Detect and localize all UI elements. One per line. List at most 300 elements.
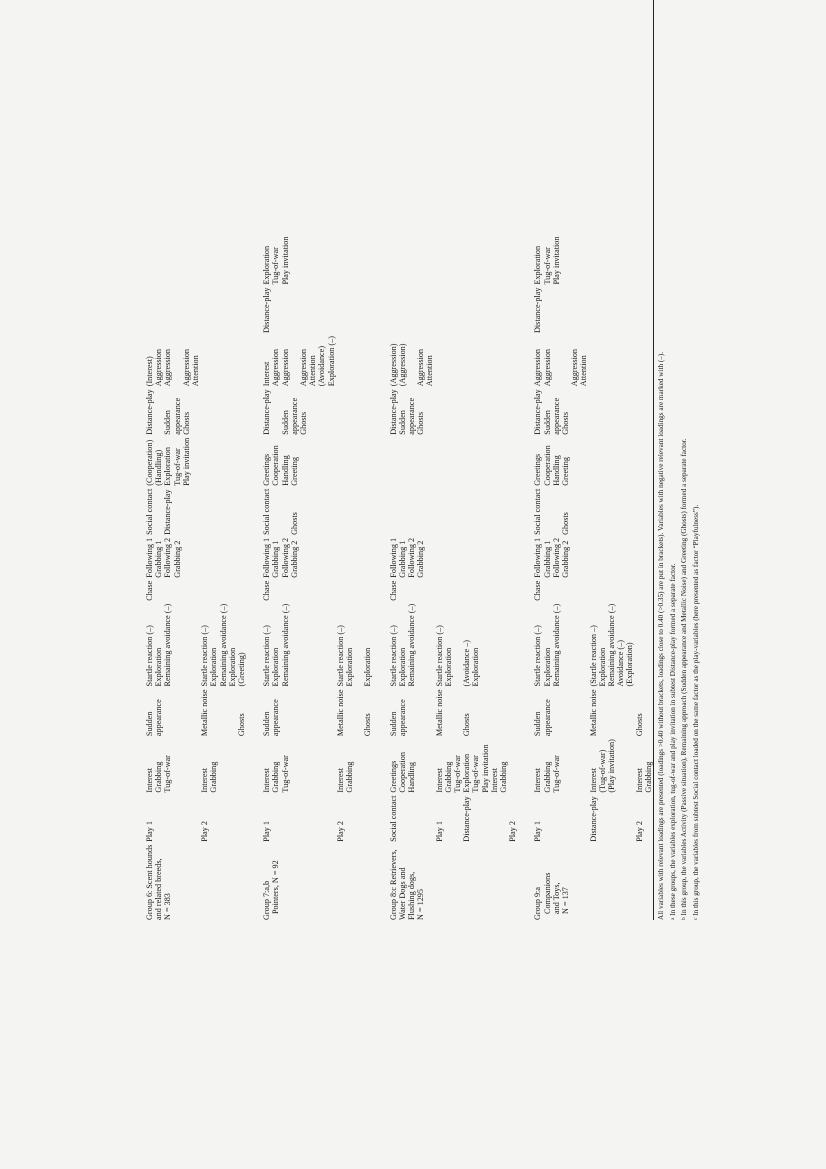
loading-item: (Play invitation) bbox=[607, 739, 617, 793]
loading-item: Distance-play bbox=[262, 287, 272, 334]
loading-item: Distance-play bbox=[533, 287, 543, 334]
loading-item: Distance-play bbox=[145, 389, 154, 435]
loading-cell bbox=[336, 578, 373, 601]
group-label-empty bbox=[635, 842, 653, 920]
group-label-empty bbox=[462, 842, 508, 920]
loading-item: Exploration bbox=[163, 447, 173, 486]
group-label-empty bbox=[589, 842, 635, 920]
loading-cell bbox=[508, 736, 517, 792]
loading-cell bbox=[462, 234, 508, 285]
loading-item: Exploration bbox=[397, 647, 407, 687]
loading-item: Grabbing bbox=[443, 761, 453, 793]
loading-item: Interest bbox=[489, 768, 499, 793]
loading-cell bbox=[529, 535, 588, 578]
loading-item: Attention bbox=[579, 355, 589, 387]
loading-item: Remaining avoidance (–) bbox=[607, 603, 617, 687]
loading-item: Chase bbox=[388, 580, 398, 601]
loading-item: Tug-of-war bbox=[551, 755, 561, 793]
loading-cell bbox=[508, 686, 517, 736]
group-spacer bbox=[246, 234, 258, 920]
loading-cell bbox=[141, 535, 200, 578]
rotated-table-page bbox=[141, 0, 781, 920]
loading-cell bbox=[258, 386, 336, 434]
loading-cell bbox=[635, 234, 653, 285]
loading-cell bbox=[385, 535, 435, 578]
loading-cell bbox=[508, 535, 517, 578]
loading-item: Social contact bbox=[145, 488, 154, 535]
loading-item: Exploration bbox=[363, 647, 373, 687]
loading-cell bbox=[435, 486, 463, 535]
table-bottom-rule bbox=[653, 0, 654, 920]
loading-cell bbox=[385, 578, 435, 601]
loading-cell bbox=[435, 333, 463, 386]
loading-cell bbox=[529, 386, 588, 434]
loading-cell bbox=[336, 486, 373, 535]
loading-cell bbox=[385, 486, 435, 535]
loading-cell bbox=[589, 435, 635, 486]
loading-item: Avoidance (–) bbox=[616, 640, 626, 687]
loading-item: (Tug-of-war) bbox=[597, 749, 607, 793]
loading-item: Remaining avoidance (–) bbox=[407, 603, 417, 687]
loading-item: Following 1 bbox=[533, 537, 543, 578]
loading-item bbox=[271, 489, 280, 535]
table-row bbox=[141, 234, 200, 920]
loading-item: Greetings bbox=[533, 453, 543, 486]
loading-item bbox=[281, 489, 290, 535]
loading-cell bbox=[635, 285, 653, 333]
table-row bbox=[529, 234, 588, 920]
loading-item: Greetings bbox=[262, 453, 272, 486]
loading-cell bbox=[589, 535, 635, 578]
loading-cell bbox=[141, 686, 200, 736]
loading-cell bbox=[462, 486, 508, 535]
loading-item: Following 1 bbox=[262, 537, 272, 578]
loading-item: Aggression bbox=[271, 348, 281, 387]
subtest-key: Play 1 bbox=[434, 821, 444, 842]
loading-cell bbox=[529, 234, 588, 285]
loading-item: Grabbing 2 bbox=[289, 540, 299, 578]
loading-item: Exploration bbox=[209, 647, 219, 687]
loading-item: Metallic noise bbox=[200, 689, 210, 737]
loading-cell bbox=[141, 435, 200, 486]
subtest-key: Play 2 bbox=[335, 821, 345, 842]
loading-item: Ghosts bbox=[634, 713, 644, 737]
loading-cell bbox=[336, 435, 373, 486]
loading-cell bbox=[589, 486, 635, 535]
loading-item bbox=[345, 689, 354, 736]
loading-item: appearance bbox=[397, 699, 407, 737]
group-label bbox=[258, 842, 336, 920]
loading-item: Aggression bbox=[163, 348, 173, 387]
loading-item: Sudden bbox=[397, 410, 407, 435]
loading-cell bbox=[200, 535, 246, 578]
loading-item: Exploration bbox=[262, 245, 272, 285]
group-label-line: Group 9:a bbox=[533, 887, 543, 920]
loading-item: Following 1 bbox=[388, 537, 398, 578]
loading-cell bbox=[435, 686, 463, 736]
loading-cell bbox=[529, 486, 588, 535]
loading-item: Startle reaction (–) bbox=[262, 625, 272, 687]
loading-cell bbox=[508, 601, 517, 687]
loading-cell bbox=[589, 285, 635, 333]
loading-item: Social contact bbox=[262, 488, 272, 535]
loading-item: Tug-of-war bbox=[163, 755, 173, 793]
loading-cell bbox=[336, 285, 373, 333]
loading-item: Tug-of-war bbox=[542, 247, 552, 285]
loading-item: Handling bbox=[551, 455, 561, 486]
loading-cell bbox=[336, 333, 373, 386]
group-label-line: Pointers, N = 92 bbox=[271, 860, 281, 914]
loading-cell bbox=[336, 601, 373, 687]
subtest-key: Distance-play bbox=[462, 796, 472, 842]
loading-cell bbox=[385, 333, 435, 386]
loading-item: Ghosts bbox=[299, 411, 309, 435]
loading-cell bbox=[141, 486, 200, 535]
loading-cell bbox=[508, 435, 517, 486]
loading-cell bbox=[141, 333, 200, 386]
loading-cell bbox=[258, 686, 336, 736]
loading-cell bbox=[635, 535, 653, 578]
loading-cell bbox=[462, 333, 508, 386]
table-row bbox=[435, 234, 463, 920]
loading-item: Exploration bbox=[471, 647, 481, 687]
table-row bbox=[258, 234, 336, 920]
loading-item: Metallic noise bbox=[588, 689, 598, 737]
loading-item: Grabbing bbox=[345, 761, 355, 793]
loading-cell bbox=[589, 686, 635, 736]
loading-item: Sudden bbox=[145, 711, 154, 737]
loading-cell bbox=[435, 535, 463, 578]
loading-item: Interest bbox=[200, 768, 210, 793]
loading-cell bbox=[462, 601, 508, 687]
loading-item: Tug-of-war bbox=[271, 247, 281, 285]
loading-item: (Startle reaction –) bbox=[588, 625, 598, 687]
loading-item: Distance-play bbox=[163, 489, 173, 535]
loading-cell bbox=[635, 486, 653, 535]
loading-item: appearance bbox=[551, 397, 561, 435]
loading-cell bbox=[200, 435, 246, 486]
subtest-key: Distance-play bbox=[588, 796, 598, 842]
loading-item: Sudden bbox=[542, 410, 552, 435]
loading-item: Following 1 bbox=[145, 537, 154, 578]
loading-item: Metallic noise bbox=[434, 689, 444, 737]
loading-cell bbox=[462, 386, 508, 434]
loading-item bbox=[354, 604, 363, 687]
loading-cell bbox=[141, 285, 200, 333]
footnote-a: $^a$ In these groups, the variables exploration, tug-of-war and play invitation in subtest Distance-play formed a separate factor. bbox=[668, 563, 677, 920]
group-label-line: Group 8:c Retrievers, bbox=[388, 849, 398, 920]
loading-item: Chase bbox=[533, 580, 543, 601]
loading-cell bbox=[635, 601, 653, 687]
footnote-c: $^c$ In this group, the variables from subtest Social contact loaded on the same factor as the play-variables (here presented as factor “Playfulness”). bbox=[691, 504, 700, 920]
table-row bbox=[462, 234, 508, 920]
subtest-key: Play 1 bbox=[262, 821, 272, 842]
loading-item: Exploration bbox=[597, 647, 607, 687]
loading-item: Social contact bbox=[533, 488, 543, 535]
loading-cell bbox=[336, 234, 373, 285]
loading-cell bbox=[435, 601, 463, 687]
loading-item: Grabbing 1 bbox=[397, 540, 407, 578]
loading-item bbox=[354, 689, 363, 736]
loading-item: appearance bbox=[172, 397, 182, 435]
loading-cell bbox=[336, 535, 373, 578]
loading-cell bbox=[589, 578, 635, 601]
loading-item: Cooperation bbox=[271, 445, 281, 486]
group-label-line: N = 383 bbox=[163, 893, 173, 920]
loading-item: Startle reaction (–) bbox=[533, 625, 543, 687]
loading-cell bbox=[258, 535, 336, 578]
group-label-line: Group 6: Scent hounds bbox=[145, 844, 154, 920]
loading-item: Aggression bbox=[542, 348, 552, 387]
group-spacer bbox=[373, 234, 385, 920]
loading-item: Aggression bbox=[154, 348, 164, 387]
loading-cell bbox=[435, 234, 463, 285]
loading-item: Following 2 bbox=[280, 537, 290, 578]
loading-item: Tug-of-war bbox=[471, 755, 481, 793]
loading-item: Remaining avoidance (–) bbox=[551, 603, 561, 687]
loading-item: (Greeting) bbox=[237, 652, 247, 687]
loading-cell bbox=[200, 578, 246, 601]
loading-item: Exploration bbox=[271, 647, 281, 687]
loading-item: Aggression bbox=[299, 348, 309, 387]
loading-item: Following 2 bbox=[163, 537, 173, 578]
table-row bbox=[200, 234, 246, 920]
loading-cell bbox=[200, 601, 246, 687]
loading-item: Cooperation bbox=[397, 752, 407, 793]
loading-item: Aggression bbox=[570, 348, 580, 387]
loading-item bbox=[552, 489, 561, 535]
loading-item: Aggression bbox=[181, 348, 191, 387]
loading-item bbox=[154, 389, 163, 434]
loading-cell bbox=[462, 578, 508, 601]
group-spacer bbox=[517, 234, 529, 920]
loading-cell bbox=[141, 578, 200, 601]
loading-cell bbox=[258, 601, 336, 687]
loading-item: Interest bbox=[434, 768, 444, 793]
loading-cell bbox=[258, 486, 336, 535]
loading-cell bbox=[141, 601, 200, 687]
loading-item: Attention bbox=[191, 355, 200, 387]
loading-item: appearance bbox=[271, 699, 281, 737]
loading-cell bbox=[529, 578, 588, 601]
loading-item: Distance-play bbox=[262, 389, 272, 435]
group-label-line: and Toys, bbox=[551, 882, 561, 914]
loading-item: (Avoidance) bbox=[317, 345, 327, 387]
loading-item: Interest bbox=[634, 768, 644, 793]
loading-cell bbox=[141, 736, 200, 792]
loading-item: Grabbing 2 bbox=[172, 540, 182, 578]
loading-item: Ghosts bbox=[462, 713, 472, 737]
loading-cell bbox=[508, 285, 517, 333]
group-label-empty bbox=[508, 842, 517, 920]
loading-cell bbox=[529, 435, 588, 486]
loading-cell bbox=[635, 686, 653, 736]
loading-item: Aggression bbox=[280, 348, 290, 387]
loading-cell bbox=[508, 386, 517, 434]
loading-cell bbox=[462, 686, 508, 736]
subtest-key: Play 2 bbox=[200, 821, 210, 842]
loading-cell bbox=[200, 285, 246, 333]
loading-cell bbox=[508, 578, 517, 601]
loading-item: Greetings bbox=[388, 760, 398, 793]
loading-item: Interest bbox=[533, 768, 543, 793]
loading-item: Sudden bbox=[388, 711, 398, 737]
loading-cell bbox=[529, 601, 588, 687]
loading-item: Sudden bbox=[280, 410, 290, 435]
loading-item: Exploration bbox=[462, 753, 472, 793]
loading-cell bbox=[385, 686, 435, 736]
group-label-line: N = 1295 bbox=[416, 889, 426, 920]
loading-item: Ghosts bbox=[416, 411, 426, 435]
loading-item: Greeting bbox=[289, 457, 299, 486]
loading-item: Sudden bbox=[262, 711, 272, 737]
loading-item bbox=[209, 689, 218, 736]
group-label-empty bbox=[200, 842, 246, 920]
loading-cell bbox=[435, 578, 463, 601]
loading-cell bbox=[635, 333, 653, 386]
loading-item: Ghosts bbox=[236, 713, 246, 737]
loading-cell bbox=[529, 736, 588, 792]
loading-item bbox=[407, 336, 416, 386]
loading-item: Aggression bbox=[416, 348, 426, 387]
loading-item bbox=[552, 336, 561, 386]
group-label-line: Companions bbox=[542, 872, 552, 914]
group-label bbox=[385, 842, 435, 920]
subtest-key: Play 2 bbox=[634, 821, 644, 842]
loading-cell bbox=[141, 386, 200, 434]
loading-item: Ghosts bbox=[561, 411, 571, 435]
loading-item: Distance-play bbox=[388, 389, 398, 435]
table-row bbox=[336, 234, 373, 920]
loading-item: Startle reaction (–) bbox=[145, 625, 154, 687]
loading-item: Ghosts bbox=[289, 512, 299, 535]
loading-item: Grabbing bbox=[154, 761, 164, 793]
footnote-b: $^b$ In this group, the variables Activity (Passive situation), Remaining approach (Sudden appearance and Metallic Noise) and Greeting (Ghosts) formed a separate factor. bbox=[680, 438, 689, 920]
loading-item: Startle reaction (–) bbox=[388, 625, 398, 687]
loading-item: Grabbing 1 bbox=[542, 540, 552, 578]
loading-item: Interest bbox=[145, 768, 154, 793]
loading-item: Grabbing 1 bbox=[154, 540, 164, 578]
loading-cell bbox=[336, 686, 373, 736]
table-row bbox=[508, 234, 517, 920]
loading-cell bbox=[635, 386, 653, 434]
loading-item: Ghosts bbox=[561, 512, 571, 535]
loading-item: Sudden bbox=[533, 711, 543, 737]
group-label-empty bbox=[336, 842, 373, 920]
loading-item: Interest bbox=[588, 768, 598, 793]
loading-item: Grabbing 2 bbox=[561, 540, 571, 578]
loading-cell bbox=[589, 601, 635, 687]
loading-cell bbox=[435, 736, 463, 792]
loading-item: Grabbing bbox=[209, 761, 219, 793]
loading-item bbox=[219, 689, 228, 736]
loading-item: Handling bbox=[407, 762, 417, 793]
loading-item bbox=[271, 389, 280, 434]
group-label bbox=[529, 842, 588, 920]
loading-cell bbox=[258, 736, 336, 792]
loading-item: Attention bbox=[308, 355, 318, 387]
loading-item: Exploration bbox=[345, 647, 355, 687]
loading-cell bbox=[589, 386, 635, 434]
loading-cell bbox=[385, 736, 435, 792]
loading-item: Tug-of-war bbox=[280, 755, 290, 793]
loading-item bbox=[290, 336, 299, 386]
loading-item: Exploration bbox=[443, 647, 453, 687]
loading-cell bbox=[258, 435, 336, 486]
loading-item: Ghosts bbox=[181, 411, 191, 435]
loading-item: Exploration bbox=[227, 647, 237, 687]
loading-item: (Aggression) bbox=[388, 343, 398, 387]
group-label-empty bbox=[435, 842, 463, 920]
loading-item: Play invitation bbox=[480, 744, 490, 793]
loading-cell bbox=[529, 686, 588, 736]
loading-cell bbox=[385, 285, 435, 333]
loading-cell bbox=[635, 435, 653, 486]
loading-item: appearance bbox=[407, 397, 417, 435]
table-row bbox=[385, 234, 435, 920]
loading-item: Distance-play bbox=[533, 389, 543, 435]
loading-item: Sudden bbox=[163, 410, 173, 435]
loading-cell bbox=[385, 601, 435, 687]
loading-cell bbox=[462, 435, 508, 486]
loading-item: Remaining avoidance (–) bbox=[280, 603, 290, 687]
loading-cell bbox=[462, 535, 508, 578]
loading-cell bbox=[385, 435, 435, 486]
loading-cell bbox=[385, 386, 435, 434]
group-label-line: Group 7:a,b bbox=[262, 880, 272, 920]
loading-item bbox=[543, 489, 552, 535]
loading-item: Interest bbox=[335, 768, 345, 793]
loading-item bbox=[561, 336, 570, 386]
loading-cell bbox=[200, 736, 246, 792]
loading-cell bbox=[435, 435, 463, 486]
loading-cell bbox=[200, 386, 246, 434]
loading-item: Interest bbox=[262, 361, 272, 387]
loading-item: Grabbing 2 bbox=[416, 540, 426, 578]
loading-item: Play invitation bbox=[181, 437, 191, 486]
subtest-key: Social contact bbox=[388, 795, 398, 842]
loading-item: Tug-of-war bbox=[172, 448, 182, 486]
loading-item: (Handling) bbox=[154, 449, 164, 486]
loading-item: (Cooperation) bbox=[145, 439, 154, 486]
loading-item: Exploration (–) bbox=[326, 336, 336, 387]
loading-item: Ghosts bbox=[363, 713, 373, 737]
loading-item: Exploration bbox=[533, 245, 543, 285]
loading-cell bbox=[529, 285, 588, 333]
loading-item: Grabbing bbox=[499, 761, 509, 793]
group-label-line: N = 137 bbox=[561, 887, 571, 914]
loading-cell bbox=[258, 285, 336, 333]
loading-cell bbox=[508, 234, 517, 285]
loading-item: Play invitation bbox=[551, 236, 561, 285]
loading-item: Exploration bbox=[542, 647, 552, 687]
loading-item: Remaining avoidance (–) bbox=[218, 603, 228, 687]
factor-loadings-table bbox=[141, 234, 653, 920]
loading-item: appearance bbox=[154, 699, 164, 737]
loading-item: (Avoidance –) bbox=[462, 640, 472, 687]
loading-item: Exploration bbox=[154, 647, 164, 687]
loading-item: Tug-of-war bbox=[453, 755, 463, 793]
loading-cell bbox=[141, 234, 200, 285]
loading-cell bbox=[589, 736, 635, 792]
loading-item: Greeting bbox=[561, 457, 571, 486]
loading-item: Aggression bbox=[533, 348, 543, 387]
loading-cell bbox=[589, 234, 635, 285]
loading-cell bbox=[258, 333, 336, 386]
loading-item: (Interest) bbox=[145, 356, 154, 387]
loading-cell bbox=[336, 736, 373, 792]
table-row bbox=[635, 234, 653, 920]
